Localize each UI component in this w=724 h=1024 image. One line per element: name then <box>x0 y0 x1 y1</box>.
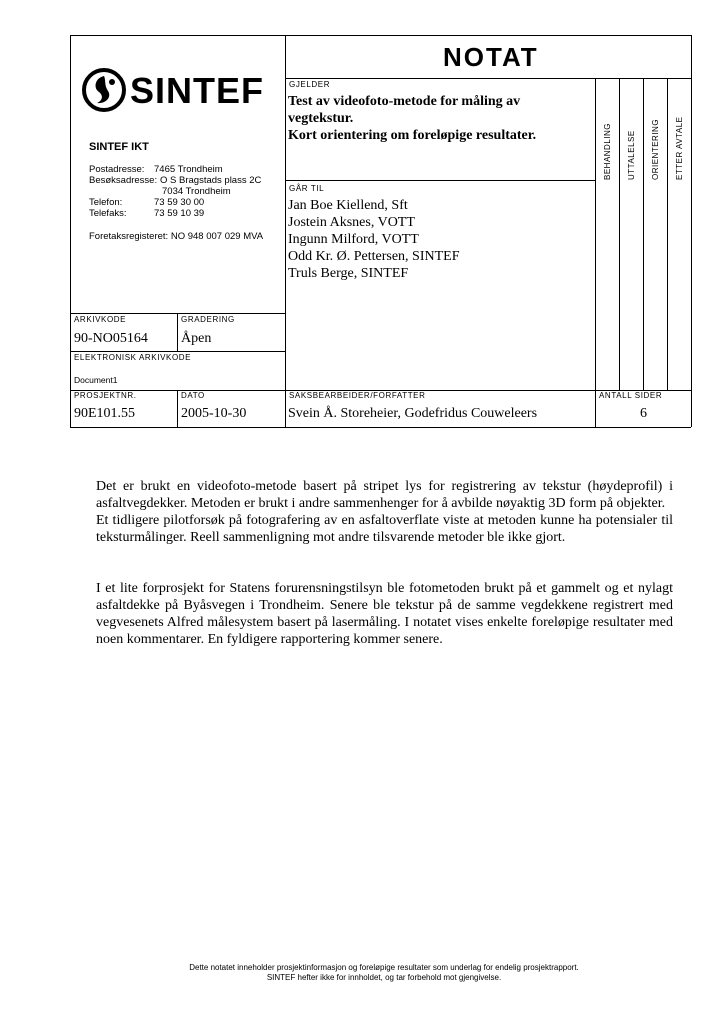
recipient: Truls Berge, SINTEF <box>288 266 409 281</box>
visit-value-2: 7034 Trondheim <box>162 186 231 197</box>
phone-value: 73 59 30 00 <box>154 197 205 208</box>
action-col-behandling: BEHANDLING <box>603 122 612 180</box>
author-value: Svein Å. Storeheier, Godefridus Couweleers <box>288 406 538 421</box>
body-paragraph-3: I et lite forprosjekt for Statens forurensningstilsyn ble fotometoden brukt på et gammelt og et nylagt asfaltdekke på Byåsvegen i Trondheim. Senere ble tekstur på de samme vegdekkene registrert med vegvesenets Alfred målesystem basert på lasermåling. I notatet vises enkelte foreløpige resultater med noen kommentarer. En fyldigere rapportering kommer senere. <box>96 581 673 647</box>
archive-code-value: 90-NO05164 <box>74 331 148 346</box>
date-value: 2005-10-30 <box>181 406 247 421</box>
page-count-label: ANTALL SIDER <box>599 391 663 400</box>
subject-line-3: Kort orientering om foreløpige resultater. <box>288 128 537 143</box>
action-col-orientering: ORIENTERING <box>651 118 660 180</box>
document-title: NOTAT <box>443 42 539 72</box>
footer-line-1: Dette notatet inneholder prosjektinformasjon og foreløpige resultater som underlag for endelig prosjektrapport. <box>189 963 579 972</box>
subject-text <box>288 93 536 144</box>
visit-label: Besøksadresse: <box>89 175 158 186</box>
grade-label: GRADERING <box>181 315 235 324</box>
body-section-1 <box>96 478 673 546</box>
recipient: Ingunn Milford, VOTT <box>288 232 419 247</box>
electronic-archive-label: ELEKTRONISK ARKIVKODE <box>74 353 192 362</box>
phone-label: Telefon: <box>89 197 123 208</box>
body-paragraph-2: Et tidligere pilotforsøk på fotografering av en asfaltoverflate viste at metoden kunne ha potensialer til teksturmålinger. Reell sammenligning mot andre tilsvarende metoder ble ikke gjort. <box>96 513 673 545</box>
post-label: Postadresse: <box>89 164 145 175</box>
grade-value: Åpen <box>181 331 212 346</box>
fax-value: 73 59 10 39 <box>154 208 205 219</box>
archive-code-label: ARKIVKODE <box>74 315 127 324</box>
footer-line-2: SINTEF hefter ikke for innholdet, og tar forbehold mot gjengivelse. <box>266 973 502 982</box>
subject-line-1: Test av videofoto-metode for måling av <box>288 94 521 109</box>
page-count-value: 6 <box>640 406 647 421</box>
sintef-logo <box>82 68 274 114</box>
logo-wordmark: SINTEF <box>130 70 265 111</box>
post-value: 7465 Trondheim <box>154 164 223 175</box>
subject-label: GJELDER <box>289 80 331 89</box>
action-col-uttalelse: UTTALELSE <box>627 130 636 180</box>
project-number-label: PROSJEKTNR. <box>74 391 137 400</box>
project-number-value: 90E101.55 <box>74 406 136 421</box>
recipient: Jostein Aksnes, VOTT <box>288 215 415 230</box>
visit-value-1: O S Bragstads plass 2C <box>160 175 262 186</box>
footer-disclaimer <box>0 963 724 983</box>
electronic-archive-value: Document1 <box>74 375 118 385</box>
org-name: SINTEF IKT <box>89 141 149 153</box>
author-label: SAKSBEARBEIDER/FORFATTER <box>289 391 426 400</box>
recipient: Jan Boe Kiellend, Sft <box>288 198 408 213</box>
body-paragraph-1: Det er brukt en videofoto-metode basert på stripet lys for registrering av tekstur (høydeprofil) i asfaltvegdekker. Metoden er brukt i andre sammenhenger for å avbilde nøyaktig 3D form på objekter. <box>96 479 673 511</box>
action-col-etter-avtale: ETTER AVTALE <box>675 116 684 180</box>
date-label: DATO <box>181 391 205 400</box>
body-section-2 <box>96 580 673 648</box>
register-number: Foretaksregisteret: NO 948 007 029 MVA <box>89 231 264 242</box>
sintef-logo-icon <box>82 68 126 112</box>
recipient: Odd Kr. Ø. Pettersen, SINTEF <box>288 249 460 264</box>
recipients-label: GÅR TIL <box>289 184 325 193</box>
recipients-list <box>288 197 460 282</box>
fax-label: Telefaks: <box>89 208 127 219</box>
subject-line-2: vegtekstur. <box>288 111 354 126</box>
